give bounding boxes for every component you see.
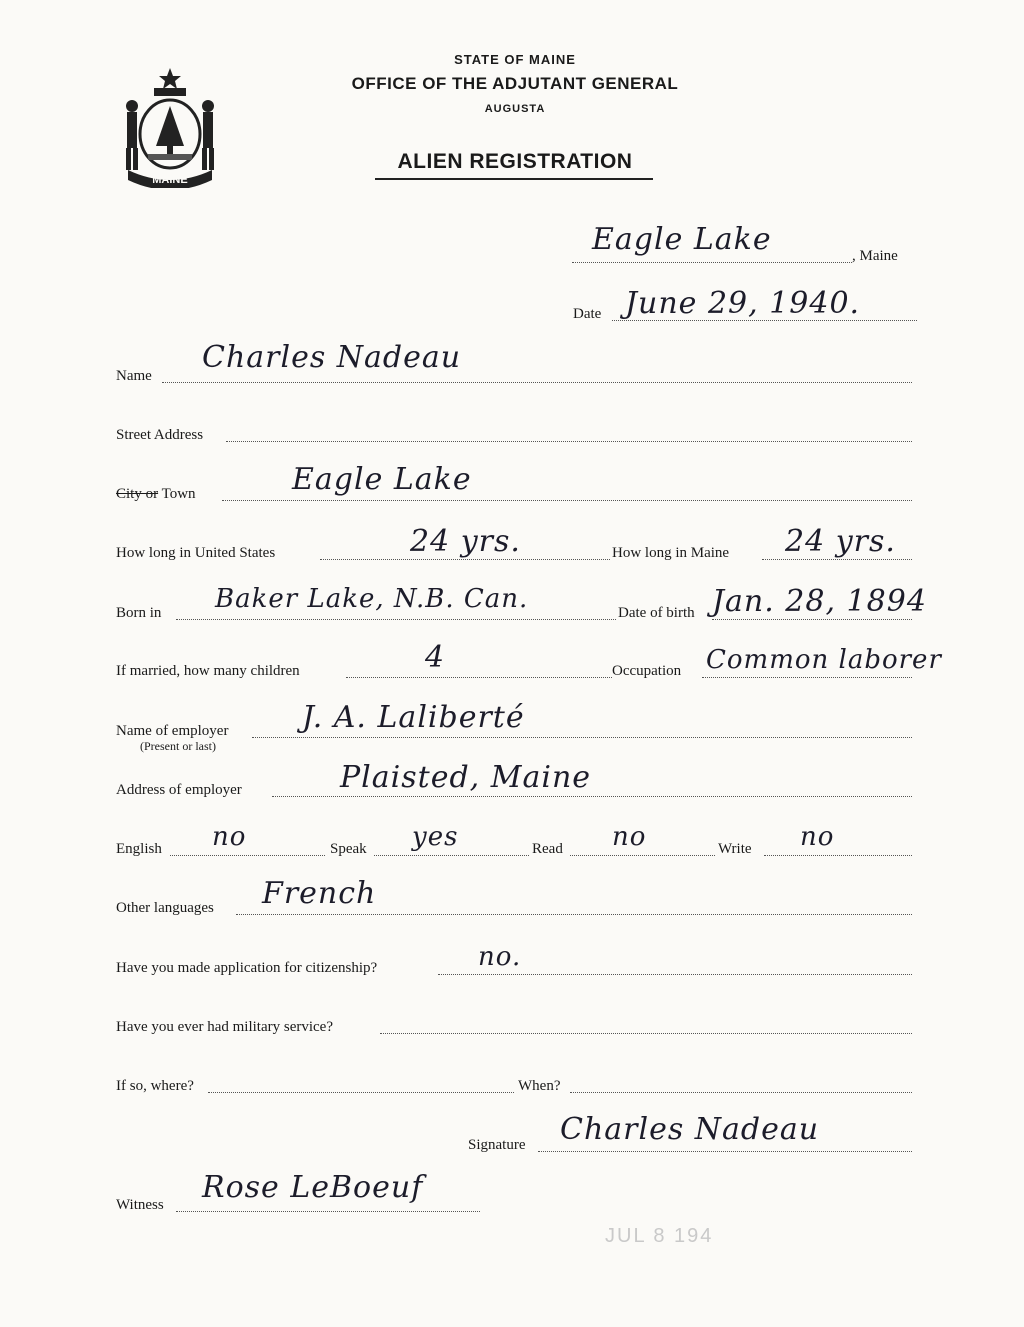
employer-label: Name of employer [116, 723, 229, 739]
children-line [346, 677, 612, 678]
occupation-value: Common laborer [706, 645, 942, 675]
english-value: no [212, 822, 247, 852]
place-line [572, 262, 852, 263]
military-line [380, 1033, 912, 1034]
town-label [116, 486, 196, 503]
children-label: If married, how many children [116, 663, 300, 679]
english-line [170, 855, 325, 856]
born-in-label: Born in [116, 605, 162, 621]
born-in-value: Baker Lake, N.B. Can. [215, 584, 529, 614]
where-label: If so, where? [116, 1078, 194, 1094]
employer-address-value: Plaisted, Maine [340, 760, 592, 795]
birth-date-line [712, 619, 912, 620]
us-years-value: 24 yrs. [410, 524, 521, 559]
name-label: Name [116, 368, 152, 384]
speak-line [374, 855, 529, 856]
city-heading: AUGUSTA [484, 103, 546, 115]
town-struck-text: City or [116, 486, 159, 502]
citizenship-value: no. [478, 942, 522, 972]
witness-line [176, 1211, 480, 1212]
street-line [226, 441, 912, 442]
witness-value: Rose LeBoeuf [202, 1170, 424, 1205]
employer-value: J. A. Laliberté [302, 700, 525, 735]
form-title: ALIEN REGISTRATION [397, 150, 633, 173]
maine-years-value: 24 yrs. [785, 524, 896, 559]
signature-value: Charles Nadeau [560, 1112, 820, 1147]
signature-label: Signature [468, 1137, 526, 1153]
street-label: Street Address [116, 427, 204, 443]
town-value: Eagle Lake [292, 462, 472, 497]
town-line [222, 500, 912, 501]
read-value: no [612, 822, 647, 852]
place-value: Eagle Lake [592, 222, 772, 257]
born-in-line [176, 619, 616, 620]
write-label: Write [718, 841, 752, 857]
other-languages-label: Other languages [116, 900, 214, 916]
maine-seal-icon [118, 66, 222, 188]
town-label-text: Town [158, 486, 196, 502]
witness-label: Witness [116, 1197, 164, 1213]
date-value: June 29, 1940. [625, 286, 861, 321]
maine-years-line [762, 559, 912, 560]
military-label: Have you ever had military service? [116, 1019, 333, 1035]
other-languages-line [236, 914, 912, 915]
children-value: 4 [425, 640, 446, 675]
state-heading: STATE OF MAINE [454, 52, 576, 67]
birth-date-label: Date of birth [618, 605, 695, 621]
read-line [570, 855, 715, 856]
write-value: no [800, 822, 835, 852]
name-value: Charles Nadeau [202, 340, 462, 375]
date-label: Date [573, 306, 602, 322]
employer-sublabel: (Present or last) [140, 739, 216, 753]
signature-line [538, 1151, 912, 1152]
other-languages-value: French [262, 876, 377, 911]
english-label: English [116, 841, 162, 857]
place-suffix: , Maine [852, 248, 898, 264]
speak-label: Speak [330, 841, 367, 857]
seal-text: MAINE [152, 174, 188, 186]
occupation-label: Occupation [612, 663, 682, 679]
us-years-label: How long in United States [116, 545, 276, 561]
title-underline [375, 178, 653, 180]
employer-address-label: Address of employer [116, 782, 242, 798]
citizenship-line [438, 974, 912, 975]
speak-value: yes [412, 822, 459, 852]
when-line [570, 1092, 912, 1093]
citizenship-label: Have you made application for citizenship? [116, 960, 378, 976]
read-label: Read [532, 841, 563, 857]
occupation-line [702, 677, 912, 678]
us-years-line [320, 559, 610, 560]
office-heading: OFFICE OF THE ADJUTANT GENERAL [351, 74, 679, 93]
maine-years-label: How long in Maine [612, 545, 730, 561]
employer-line [252, 737, 912, 738]
birth-date-value: Jan. 28, 1894 [712, 584, 927, 619]
where-line [208, 1092, 514, 1093]
employer-address-line [272, 796, 912, 797]
name-line [162, 382, 912, 383]
when-label: When? [518, 1078, 561, 1094]
write-line [764, 855, 912, 856]
received-stamp: JUL 8 194 [605, 1225, 714, 1247]
